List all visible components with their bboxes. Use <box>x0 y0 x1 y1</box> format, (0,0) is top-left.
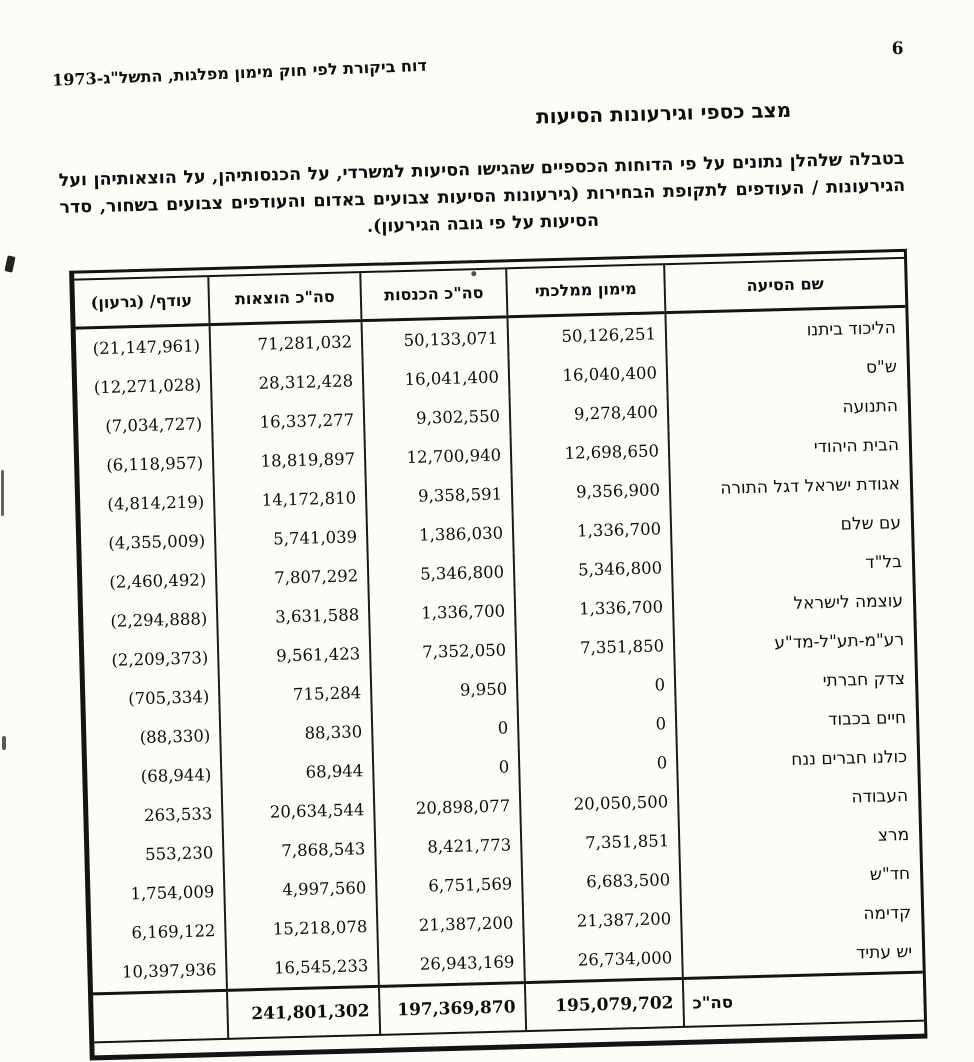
total-expenses-cell: 7,807,292 <box>216 556 369 599</box>
surplus-deficit-cell: 553,230 <box>89 833 224 875</box>
total-income-cell: 1,386,030 <box>367 513 514 556</box>
total-expenses-cell: 18,819,897 <box>213 439 366 482</box>
parties-finance-table <box>74 257 924 1043</box>
total-income-cell: 9,950 <box>371 669 518 712</box>
surplus-deficit-cell: (12,271,028) <box>77 365 212 407</box>
total-income-cell: 1,336,700 <box>369 591 516 634</box>
party-name-cell: עם שלם <box>671 503 912 548</box>
total-expenses-cell: 28,312,428 <box>211 361 364 404</box>
header-total-expenses: סה"כ הוצאות <box>208 272 361 324</box>
party-name-cell: כולנו חברים ננח <box>677 737 918 782</box>
state-funding-cell: 0 <box>519 743 678 786</box>
party-name-cell: התנועה <box>667 386 908 431</box>
party-name-cell: הבית היהודי <box>668 425 909 470</box>
total-income-cell: 20,898,077 <box>374 786 521 829</box>
party-name-cell: רע"מ-תע"ל-מד"ע <box>674 620 915 665</box>
surplus-deficit-cell: (21,147,961) <box>76 325 211 369</box>
total-income-cell: 0 <box>373 747 520 790</box>
party-name-cell: יש עתיד <box>682 932 923 979</box>
total-expenses-sum-cell: 241,801,302 <box>227 986 380 1038</box>
surplus-deficit-cell: (705,334) <box>85 677 220 719</box>
intro-paragraph: בטבלה שלהלן נתונים על פי הדוחות הכספיים שהגישו הסיעות למשרדי, על הכנסותיהן, על הוצאותיהן ועל הגירעונות / העודפים לתקופת הבחירות (גירעונות הסיעות צבועים באדום והעודפים צבועים בשחור, סדר הסיעות על פי גובה הגירעון). <box>58 146 906 249</box>
surplus-deficit-cell: 10,397,936 <box>92 950 227 994</box>
total-expenses-cell: 5,741,039 <box>215 517 368 560</box>
page-number: 6 <box>891 39 903 59</box>
state-funding-cell: 6,683,500 <box>522 860 681 903</box>
party-name-cell: חיים בכבוד <box>676 698 917 743</box>
surplus-deficit-cell: (4,814,219) <box>80 482 215 524</box>
total-income-cell: 0 <box>372 708 519 751</box>
state-funding-cell: 1,336,700 <box>515 587 674 630</box>
surplus-deficit-cell: (88,330) <box>86 716 221 758</box>
surplus-deficit-cell: (6,118,957) <box>79 443 214 485</box>
scan-artifact <box>1 470 4 516</box>
total-income-cell: 7,352,050 <box>370 630 517 673</box>
surplus-deficit-cell: (4,355,009) <box>81 521 216 563</box>
total-expenses-cell: 15,218,078 <box>225 907 378 950</box>
total-income-cell: 26,943,169 <box>378 942 525 986</box>
party-name-cell: צדק חברתי <box>675 659 916 704</box>
state-funding-cell: 12,698,650 <box>511 431 670 474</box>
party-name-cell: העבודה <box>678 776 919 821</box>
state-funding-cell: 20,050,500 <box>520 782 679 825</box>
header-party-name: שם הסיעה <box>664 258 905 313</box>
total-expenses-cell: 4,997,560 <box>224 868 377 911</box>
total-label-cell: סה"כ <box>683 972 924 1027</box>
party-name-cell: מרצ <box>679 815 920 860</box>
state-funding-cell: 7,351,851 <box>521 821 680 864</box>
state-funding-cell: 21,387,200 <box>523 899 682 942</box>
party-name-cell: אגודת ישראל דגל התורה <box>670 464 911 509</box>
surplus-deficit-cell: (7,034,727) <box>78 404 213 446</box>
total-expenses-cell: 9,561,423 <box>218 634 371 677</box>
state-funding-cell: 7,351,850 <box>516 626 675 669</box>
total-income-cell: 16,041,400 <box>363 357 510 400</box>
surplus-deficit-cell: (2,294,888) <box>83 599 218 641</box>
running-header: דוח ביקורת לפי חוק מימון מפלגות, התשל"ג-1973 <box>52 56 427 90</box>
state-funding-cell: 9,356,900 <box>512 470 671 513</box>
state-funding-cell: 50,126,251 <box>507 313 666 358</box>
scan-artifact <box>2 736 6 750</box>
state-funding-cell: 1,336,700 <box>513 509 672 552</box>
state-funding-cell: 5,346,800 <box>514 548 673 591</box>
surplus-deficit-cell: (2,209,373) <box>84 638 219 680</box>
party-name-cell: עוצמה לישראל <box>673 581 914 626</box>
surplus-deficit-cell: 6,169,122 <box>91 911 226 953</box>
total-expenses-cell: 16,337,277 <box>212 400 365 443</box>
total-income-cell: 5,346,800 <box>368 552 515 595</box>
state-funding-cell: 16,040,400 <box>509 353 668 396</box>
surplus-deficit-cell: (2,460,492) <box>82 560 217 602</box>
state-funding-cell: 26,734,000 <box>524 938 683 983</box>
page-title: מצב כספי וגירעונות הסיעות <box>536 98 792 129</box>
total-income-cell: 9,358,591 <box>366 474 513 517</box>
total-income-cell: 12,700,940 <box>365 435 512 478</box>
party-name-cell: קדימה <box>681 893 922 938</box>
total-expenses-cell: 3,631,588 <box>217 595 370 638</box>
total-income-cell: 9,302,550 <box>364 396 511 439</box>
total-expenses-cell: 7,868,543 <box>223 829 376 872</box>
total-expenses-cell: 715,284 <box>219 673 372 716</box>
total-expenses-cell: 16,545,233 <box>226 946 379 990</box>
total-expenses-cell: 14,172,810 <box>214 478 367 521</box>
surplus-deficit-cell: (68,944) <box>87 755 222 797</box>
party-name-cell: ש"ס <box>666 347 907 392</box>
total-income-cell: 50,133,071 <box>361 317 508 361</box>
surplus-deficit-cell: 1,754,009 <box>90 872 225 914</box>
total-expenses-cell: 71,281,032 <box>210 321 363 365</box>
party-name-cell: הליכוד ביתנו <box>665 306 906 353</box>
scan-artifact <box>471 271 476 276</box>
total-state-funding-cell: 195,079,702 <box>525 978 684 1031</box>
total-income-sum-cell: 197,369,870 <box>379 983 526 1035</box>
surplus-deficit-cell: 263,533 <box>88 794 223 836</box>
state-funding-cell: 0 <box>517 665 676 708</box>
header-surplus-deficit: עודף/ (גרעון) <box>74 276 209 328</box>
header-total-income: סה"כ הכנסות <box>360 268 507 320</box>
parties-finance-table-frame <box>69 249 927 1061</box>
total-income-cell: 8,421,773 <box>375 825 522 868</box>
total-expenses-cell: 68,944 <box>221 751 374 794</box>
total-income-cell: 6,751,569 <box>376 864 523 907</box>
total-expenses-cell: 20,634,544 <box>222 790 375 833</box>
party-name-cell: בל"ד <box>672 542 913 587</box>
total-expenses-cell: 88,330 <box>220 712 373 755</box>
party-name-cell: חד"ש <box>680 854 921 899</box>
state-funding-cell: 9,278,400 <box>510 392 669 435</box>
total-surplus-deficit-cell <box>93 990 228 1042</box>
header-state-funding: מימון ממלכתי <box>506 264 665 317</box>
total-income-cell: 21,387,200 <box>377 903 524 946</box>
state-funding-cell: 0 <box>518 704 677 747</box>
